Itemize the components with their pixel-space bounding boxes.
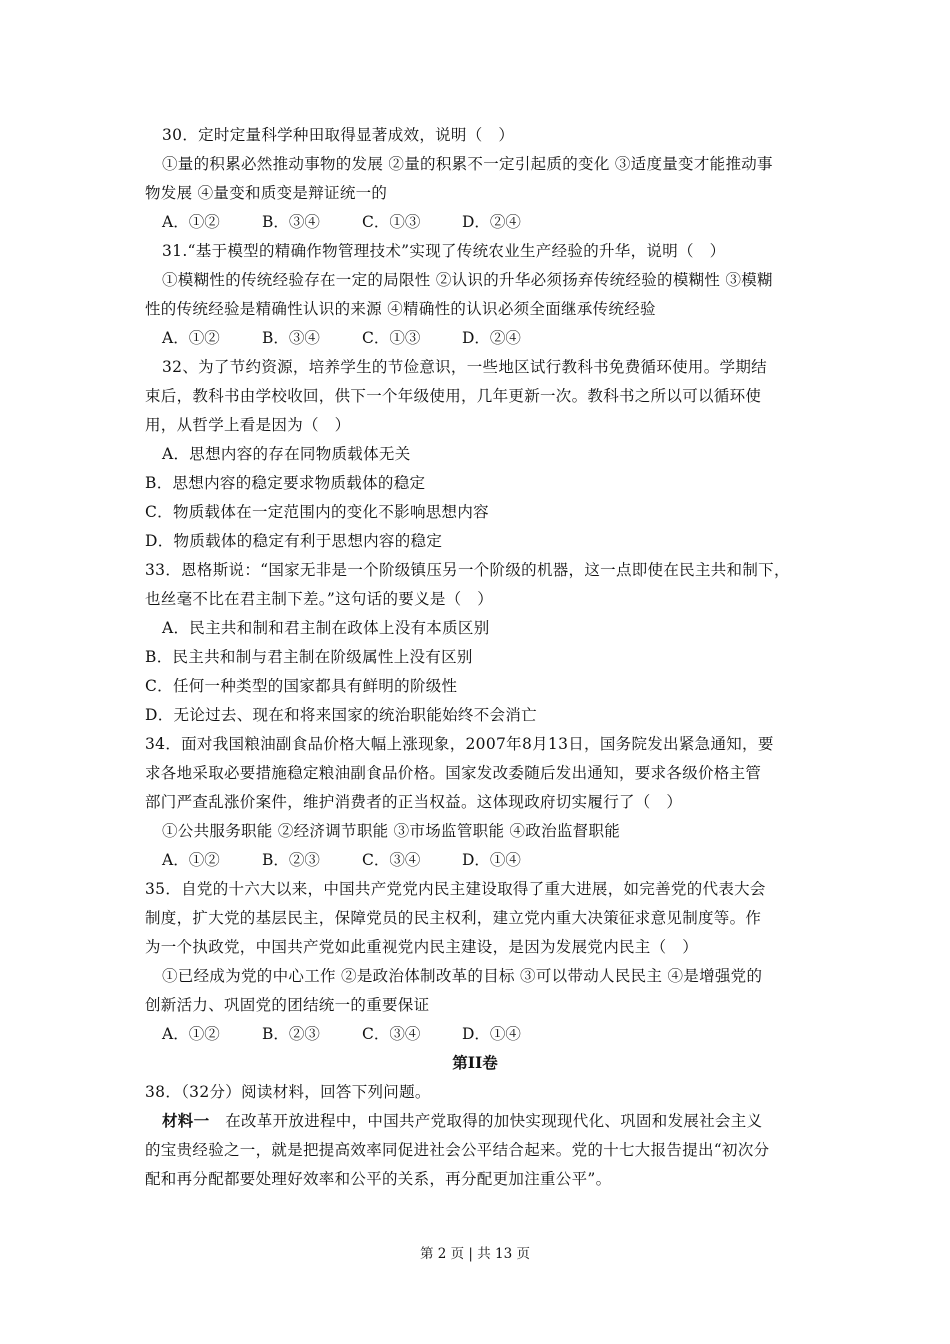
q38-material1-line2: 的宝贵经验之一，就是把提高效率同促进社会公平结合起来。党的十七大报告提出“初次分 [145,1141,770,1159]
q34-stem-line3: 部门严查乱涨价案件，维护消费者的正当权益。这体现政府切实履行了（ ） [145,793,683,811]
q33-option-a: A．民主共和制和君主制在政体上没有本质区别 [162,619,490,637]
q31-options [162,327,562,349]
material1-text: 在改革开放进程中，中国共产党取得的加快实现现代化、巩固和发展社会主义 [209,1112,763,1130]
q32-stem-line2: 束后，教科书由学校收回，供下一个年级使用，几年更新一次。教科书之所以可以循环使 [145,387,762,405]
q31-option-d: D．②④ [462,329,521,347]
q30-option-a: A．①② [162,213,220,231]
q38-stem: 38．（32分）阅读材料，回答下列问题。 [145,1083,431,1101]
q32-option-b: B．思想内容的稳定要求物质载体的稳定 [145,474,426,492]
q34-stem-line1: 34．面对我国粮油副食品价格大幅上涨现象，2007年8月13日，国务院发出紧急通知，要 [145,735,774,753]
q34-option-b: B．②③ [262,851,320,869]
q32-option-c: C．物质载体在一定范围内的变化不影响思想内容 [145,503,489,521]
q34-options [162,849,562,871]
q30-options [162,211,562,233]
q34-stem-line2: 求各地采取必要措施稳定粮油副食品价格。国家发改委随后发出通知，要求各级价格主管 [145,764,762,782]
q31-option-b: B．③④ [262,329,320,347]
q30-stem: 30．定时定量科学种田取得显著成效，说明（ ） [162,126,515,144]
q32-option-a: A．思想内容的存在同物质载体无关 [162,445,411,463]
q33-option-d: D．无论过去、现在和将来国家的统治职能始终不会消亡 [145,706,537,724]
q38-material1-line3: 配和再分配都要处理好效率和公平的关系，再分配更加注重公平”。 [145,1170,612,1188]
q35-options [162,1023,562,1045]
q34-statements: ①公共服务职能 ②经济调节职能 ③市场监管职能 ④政治监督职能 [162,822,621,840]
q31-option-a: A．①② [162,329,220,347]
q32-stem-line3: 用，从哲学上看是因为（ ） [145,416,351,434]
material1-label: 材料一 [162,1111,210,1130]
q30-statements-line2: 物发展 ④量变和质变是辩证统一的 [145,184,388,202]
q35-option-c: C．③④ [362,1025,421,1043]
q31-stem: 31.“基于模型的精确作物管理技术”实现了传统农业生产经验的升华，说明（ ） [162,242,726,260]
section-title: 第II卷 [452,1053,498,1072]
q35-option-b: B．②③ [262,1025,320,1043]
q33-option-c: C．任何一种类型的国家都具有鲜明的阶级性 [145,677,458,695]
q35-stem-line2: 制度，扩大党的基层民主，保障党员的民主权利，建立党内重大决策征求意见制度等。作 [145,909,762,927]
q30-statements-line1: ①量的积累必然推动事物的发展 ②量的积累不一定引起质的变化 ③适度量变才能推动事 [162,155,773,173]
q31-statements-line2: 性的传统经验是精确性认识的来源 ④精确性的认识必须全面继承传统经验 [145,300,656,318]
q35-option-d: D．①④ [462,1025,521,1043]
q35-statements-line1: ①已经成为党的中心工作 ②是政治体制改革的目标 ③可以带动人民民主 ④是增强党的 [162,967,763,985]
q33-option-b: B．民主共和制与君主制在阶级属性上没有区别 [145,648,473,666]
q34-option-c: C．③④ [362,851,421,869]
q34-option-a: A．①② [162,851,220,869]
q38-material1-line1 [162,1110,762,1132]
q33-stem-line2: 也丝毫不比在君主制下差。”这句话的要义是（ ） [145,590,494,608]
q31-statements-line1: ①模糊性的传统经验存在一定的局限性 ②认识的升华必须扬弃传统经验的模糊性 ③模糊 [162,271,773,289]
q35-statements-line2: 创新活力、巩固党的团结统一的重要保证 [145,996,430,1014]
q35-stem-line3: 为一个执政党，中国共产党如此重视党内民主建设，是因为发展党内民主（ ） [145,938,699,956]
q32-option-d: D．物质载体的稳定有利于思想内容的稳定 [145,532,443,550]
q30-option-b: B．③④ [262,213,320,231]
q30-option-c: C．①③ [362,213,421,231]
page-footer: 第 2 页 | 共 13 页 [419,1246,531,1262]
q33-stem-line1: 33．恩格斯说：“国家无非是一个阶级镇压另一个阶级的机器，这一点即使在民主共和制下， [145,561,790,579]
q30-option-d: D．②④ [462,213,521,231]
q32-stem-line1: 32、为了节约资源，培养学生的节俭意识，一些地区试行教科书免费循环使用。学期结 [162,358,767,376]
q31-option-c: C．①③ [362,329,421,347]
q34-option-d: D．①④ [462,851,521,869]
q35-stem-line1: 35．自党的十六大以来，中国共产党党内民主建设取得了重大进展，如完善党的代表大会 [145,880,766,898]
q35-option-a: A．①② [162,1025,220,1043]
